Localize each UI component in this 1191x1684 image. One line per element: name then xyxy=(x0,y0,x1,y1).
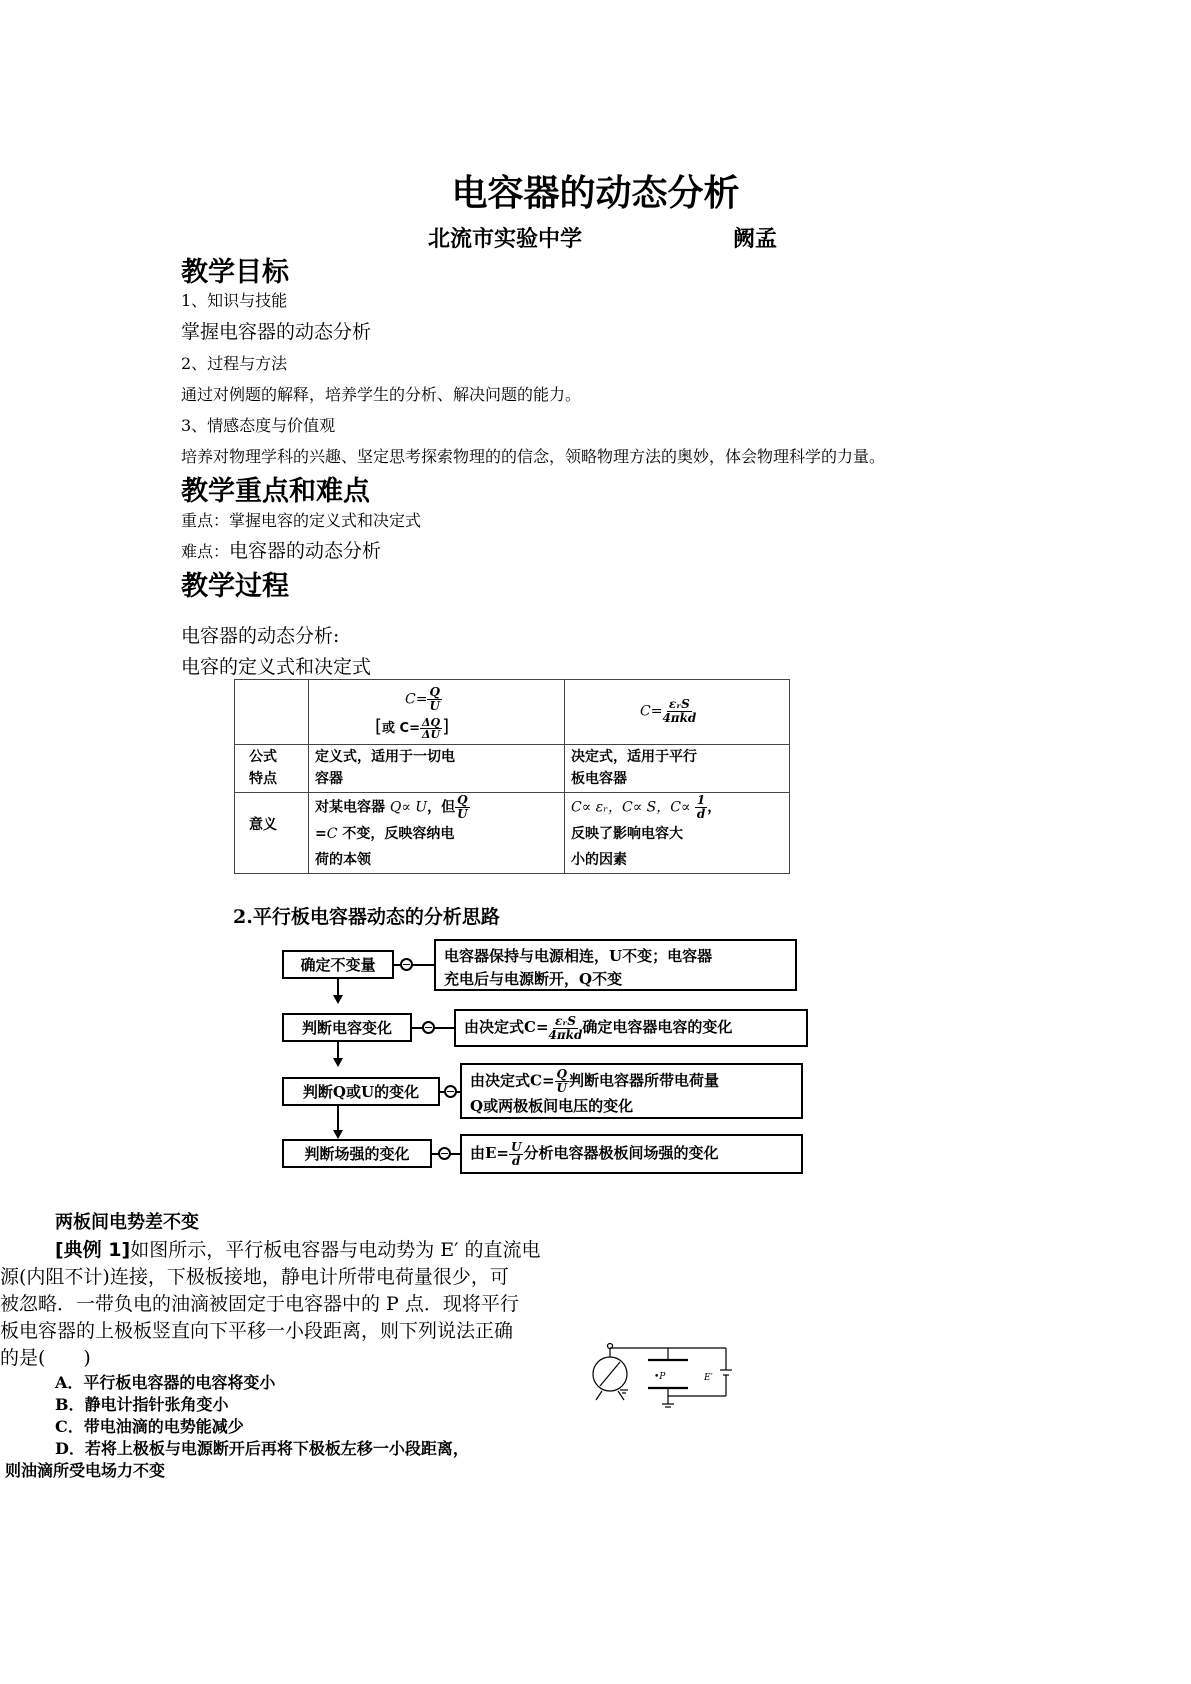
flow-arrow-3 xyxy=(333,1130,343,1139)
row-formula-label-b: 特点 xyxy=(249,771,277,787)
row-meaning-col1 xyxy=(315,794,470,873)
difficult-point-text: 电容器的动态分析 xyxy=(229,540,382,562)
flow-step-3-detail-den: U xyxy=(556,1081,567,1095)
flow-connector-node-2 xyxy=(422,1021,435,1034)
objectives-heading: 教学目标 xyxy=(181,257,289,288)
row-meaning-col1-a3: ，但 xyxy=(427,799,456,816)
row-meaning-col1-c: 荷的本领 xyxy=(315,852,371,868)
flow-step-4-label: 判断场强的变化 xyxy=(304,1145,410,1163)
flow-step-4-detail-suffix: 分析电容器极板间场强的变化 xyxy=(523,1144,719,1162)
definition-formula-alt: [或 C= $\frac{\Delta Q}{\Delta U}$ ] xyxy=(375,715,450,741)
flow-step-1-box xyxy=(282,950,394,979)
flow-step-3-label: 判断Q或U的变化 xyxy=(302,1083,420,1101)
definition-formula-alt-prefix: 或 C= xyxy=(382,721,420,736)
flow-step-3-detail-num: Q xyxy=(556,1067,567,1081)
row-meaning-col2-b: 反映了影响电容大 xyxy=(571,826,683,842)
school-name: 北流市实验中学 xyxy=(428,227,583,252)
process-heading: 教学过程 xyxy=(181,571,289,602)
flow-step-1-detail-b: 充电后与电源断开，Q不变 xyxy=(444,970,623,988)
flowchart-title: 2.平行板电容器动态的分析思路 xyxy=(233,906,500,928)
objective-3-text: 培养对物理学科的兴趣、坚定思考探索物理的的信念，领略物理方法的奥妙，体会物理科学的力量。 xyxy=(181,447,886,466)
row-formula-col2-a: 决定式，适用于平行 xyxy=(571,749,697,765)
flow-step-2-detail-suffix: 确定电容器电容的变化 xyxy=(582,1018,733,1036)
row-meaning-col2-a2: ， xyxy=(707,799,722,816)
flow-step-1-label: 确定不变量 xyxy=(300,956,376,974)
flow-connector-node-1 xyxy=(400,958,413,971)
row-formula-label-a: 公式 xyxy=(249,749,277,765)
option-b: B．静电计指针张角变小 xyxy=(55,1395,229,1414)
flow-connector-node-3 xyxy=(444,1085,457,1098)
flow-step-4-detail xyxy=(460,1134,803,1174)
row-meaning-col1-den: U xyxy=(457,807,468,821)
flow-step-2-label: 判断电容变化 xyxy=(301,1019,392,1037)
process-line-1: 电容器的动态分析: xyxy=(181,625,340,647)
example-heading: 两板间电势差不变 xyxy=(55,1212,199,1233)
row-meaning-col1-b2: C xyxy=(326,826,338,842)
definition-formula-num: Q xyxy=(429,685,440,699)
flow-arrow-1 xyxy=(333,995,343,1004)
definition-formula-alt-den: ΔU xyxy=(421,727,441,741)
flow-step-2-detail-num: εᵣS xyxy=(554,1013,576,1028)
row-meaning-col2-num: 1 xyxy=(696,793,706,807)
definition-formula-alt-num: ΔQ xyxy=(422,715,441,729)
circuit-diagram xyxy=(588,1338,738,1410)
flow-step-2-box xyxy=(282,1013,412,1042)
capacitance-formula-table xyxy=(234,679,790,874)
row-meaning-col2-den: d xyxy=(696,807,706,821)
keypoints-heading: 教学重点和难点 xyxy=(181,476,370,507)
row-formula-label xyxy=(249,746,277,790)
key-point xyxy=(181,508,421,531)
definition-formula-lhs: C= xyxy=(405,691,428,708)
key-point-text: 掌握电容的定义式和决定式 xyxy=(229,511,422,530)
example-line-1 xyxy=(55,1235,540,1262)
row-meaning-col2-c: 小的因素 xyxy=(571,852,627,868)
key-point-prefix: 重点： xyxy=(181,511,230,530)
row-meaning-col1-b1: = xyxy=(315,826,327,842)
objective-1-label: 1、知识与技能 xyxy=(181,291,288,310)
row-formula-col2 xyxy=(571,746,697,790)
determinant-formula-num: εᵣS xyxy=(668,697,690,711)
objective-3-label: 3、情感态度与价值观 xyxy=(181,416,336,435)
option-d: D．若将上极板与电源断开后再将下极板左移一小段距离， xyxy=(55,1439,469,1458)
row-meaning-col1-b3: 不变，反映容纳电 xyxy=(337,826,455,842)
example-tag: [典例 1] xyxy=(55,1239,131,1261)
determinant-formula-den: 4πkd xyxy=(662,711,697,725)
row-meaning-col1-a2: Q∝ U xyxy=(389,799,428,816)
difficult-point xyxy=(181,536,381,563)
flow-step-4-detail-den: d xyxy=(512,1153,521,1168)
row-formula-col1-a: 定义式，适用于一切电 xyxy=(315,749,455,765)
flow-step-3-detail xyxy=(460,1063,803,1119)
option-a: A．平行板电容器的电容将变小 xyxy=(55,1373,276,1392)
example-line-1-text: 如图所示，平行板电容器与电动势为 E′ 的直流电 xyxy=(130,1239,541,1261)
author-name: 阙孟 xyxy=(733,227,778,252)
example-line-5: 的是( ) xyxy=(0,1347,91,1369)
definition-formula-den: U xyxy=(429,699,440,713)
flow-step-2-detail-den: 4πkd xyxy=(548,1027,583,1042)
flow-step-3-detail-b: Q或两极板间电压的变化 xyxy=(470,1097,634,1115)
row-meaning-col2-a1: C∝ εᵣ，C∝ S，C∝ xyxy=(571,799,695,816)
flow-connector-3 xyxy=(337,1106,339,1132)
flow-arrow-2 xyxy=(333,1058,343,1067)
flow-step-2-detail-prefix: 由决定式C= xyxy=(464,1018,549,1036)
process-line-2: 电容的定义式和决定式 xyxy=(181,656,372,678)
flow-step-1-detail-a: 电容器保持与电源相连，U不变；电容器 xyxy=(444,947,713,965)
example-line-3: 被忽略．一带负电的油滴被固定于电容器中的 P 点．现将平行 xyxy=(0,1293,519,1315)
flow-step-4-detail-num: U xyxy=(511,1139,522,1154)
flow-connector-node-4 xyxy=(438,1147,451,1160)
example-line-4: 板电容器的上极板竖直向下平移一小段距离，则下列说法正确 xyxy=(0,1320,514,1342)
option-c: C．带电油滴的电势能减少 xyxy=(55,1417,244,1436)
definition-formula xyxy=(405,686,442,713)
objective-1-text xyxy=(181,317,371,344)
determinant-formula-lhs: C= xyxy=(640,703,663,720)
objective-2-text: 通过对例题的解释，培养学生的分析、解决问题的能力。 xyxy=(181,385,582,404)
point-p-label: •P xyxy=(654,1372,666,1382)
page-title: 电容器的动态分析 xyxy=(451,173,740,214)
option-d-continued: 则油滴所受电场力不变 xyxy=(5,1461,166,1480)
flow-step-4-box xyxy=(282,1139,432,1168)
flow-step-3-detail-suffix: 判断电容器所带电荷量 xyxy=(568,1071,719,1090)
emf-label: E′ xyxy=(704,1373,713,1383)
row-meaning-col1-a1: 对某电容器 xyxy=(315,799,390,816)
row-meaning-col2 xyxy=(571,794,721,873)
objective-2-label: 2、过程与方法 xyxy=(181,354,288,373)
row-formula-col1-b: 容器 xyxy=(315,771,343,787)
flow-step-2-detail xyxy=(454,1009,808,1047)
row-meaning-label: 意义 xyxy=(249,817,277,833)
determinant-formula xyxy=(640,698,696,725)
flow-step-3-box xyxy=(282,1077,440,1106)
row-meaning-col1-num: Q xyxy=(457,793,468,807)
example-line-2: 源(内阻不计)连接，下极板接地，静电计所带电荷量很少，可 xyxy=(0,1266,509,1288)
difficult-point-prefix: 难点： xyxy=(181,542,230,561)
flow-step-1-detail xyxy=(434,939,797,991)
objective-1-text-body: 掌握电容器的动态分析 xyxy=(181,321,372,343)
row-formula-col1 xyxy=(315,746,455,790)
row-formula-col2-b: 板电容器 xyxy=(571,771,627,787)
flow-step-4-detail-prefix: 由E= xyxy=(470,1144,510,1162)
flow-step-3-detail-prefix: 由决定式C= xyxy=(470,1071,555,1090)
